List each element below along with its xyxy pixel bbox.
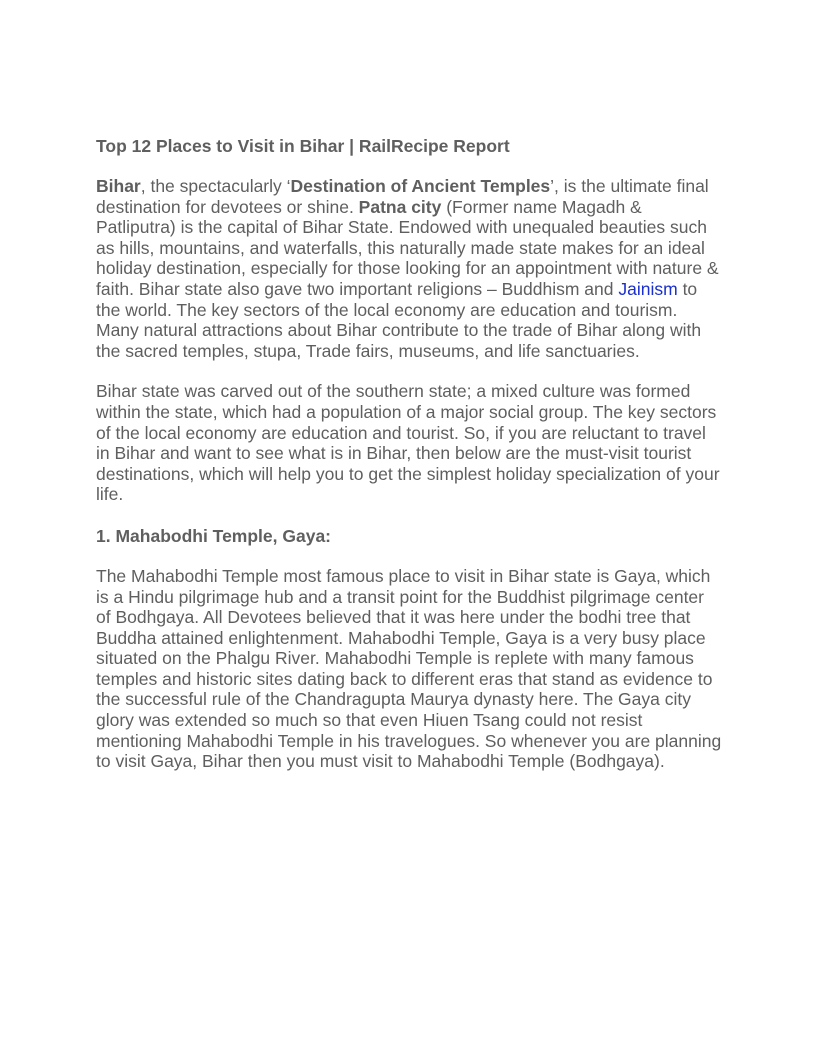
- jainism-link[interactable]: Jainism: [618, 278, 678, 299]
- intro-text-4: to the world. The key sectors of the local economy are education and tourism. Many natural attractions about Bihar contribute to the trade of Bihar along with the sacred temples, stupa, Trade fairs, museums, and life sanctuaries.: [96, 278, 702, 361]
- intro-text-1: , the spectacularly ‘: [140, 176, 291, 196]
- destination-bold: Destination of Ancient Temples: [290, 176, 551, 196]
- patna-bold: Patna city: [358, 196, 442, 217]
- intro-text-3: (Former name Magadh & Patliputra) is the capital of Bihar State. Endowed with unequaled beauties such as hills, mountains, and waterfalls, this naturally made state makes for an ideal holiday destination, especially for those looking for an appointment with nature & faith. Bihar state also gave two important religions – Buddhism and: [96, 196, 719, 299]
- intro-paragraph: [96, 176, 722, 361]
- intro-text-2: ’, is the ultimate final destination for devotees or shine.: [96, 176, 709, 217]
- section-1-heading: 1. Mahabodhi Temple, Gaya:: [96, 525, 332, 546]
- document-page: [96, 135, 722, 792]
- section-1-body: The Mahabodhi Temple most famous place to visit in Bihar state is Gaya, which is a Hindu pilgrimage hub and a transit point for the Buddhist pilgrimage center of Bodhgaya. All Devotees believed that it was here under the bodhi tree that Buddha attained enlightenment. Mahabodhi Temple, Gaya is a very busy place situated on the Phalgu River. Mahabodhi Temple is replete with many famous temples and historic sites dating back to different eras that stand as evidence to the successful rule of the Chandragupta Maurya dynasty here. The Gaya city glory was extended so much so that even Hiuen Tsang could not resist mentioning Mahabodhi Temple in his travelogues. So whenever you are planning to visit Gaya, Bihar then you must visit to Mahabodhi Temple (Bodhgaya).: [96, 565, 722, 772]
- culture-paragraph: Bihar state was carved out of the southern state; a mixed culture was formed within the state, which had a population of a major social group. The key sectors of the local economy are education and tourist. So, if you are reluctant to travel in Bihar and want to see what is in Bihar, then below are the must-visit tourist destinations, which will help you to get the simplest holiday specialization of your life.: [96, 381, 720, 505]
- bihar-bold: Bihar: [96, 176, 141, 196]
- document-title: Top 12 Places to Visit in Bihar | RailRecipe Report: [96, 136, 510, 156]
